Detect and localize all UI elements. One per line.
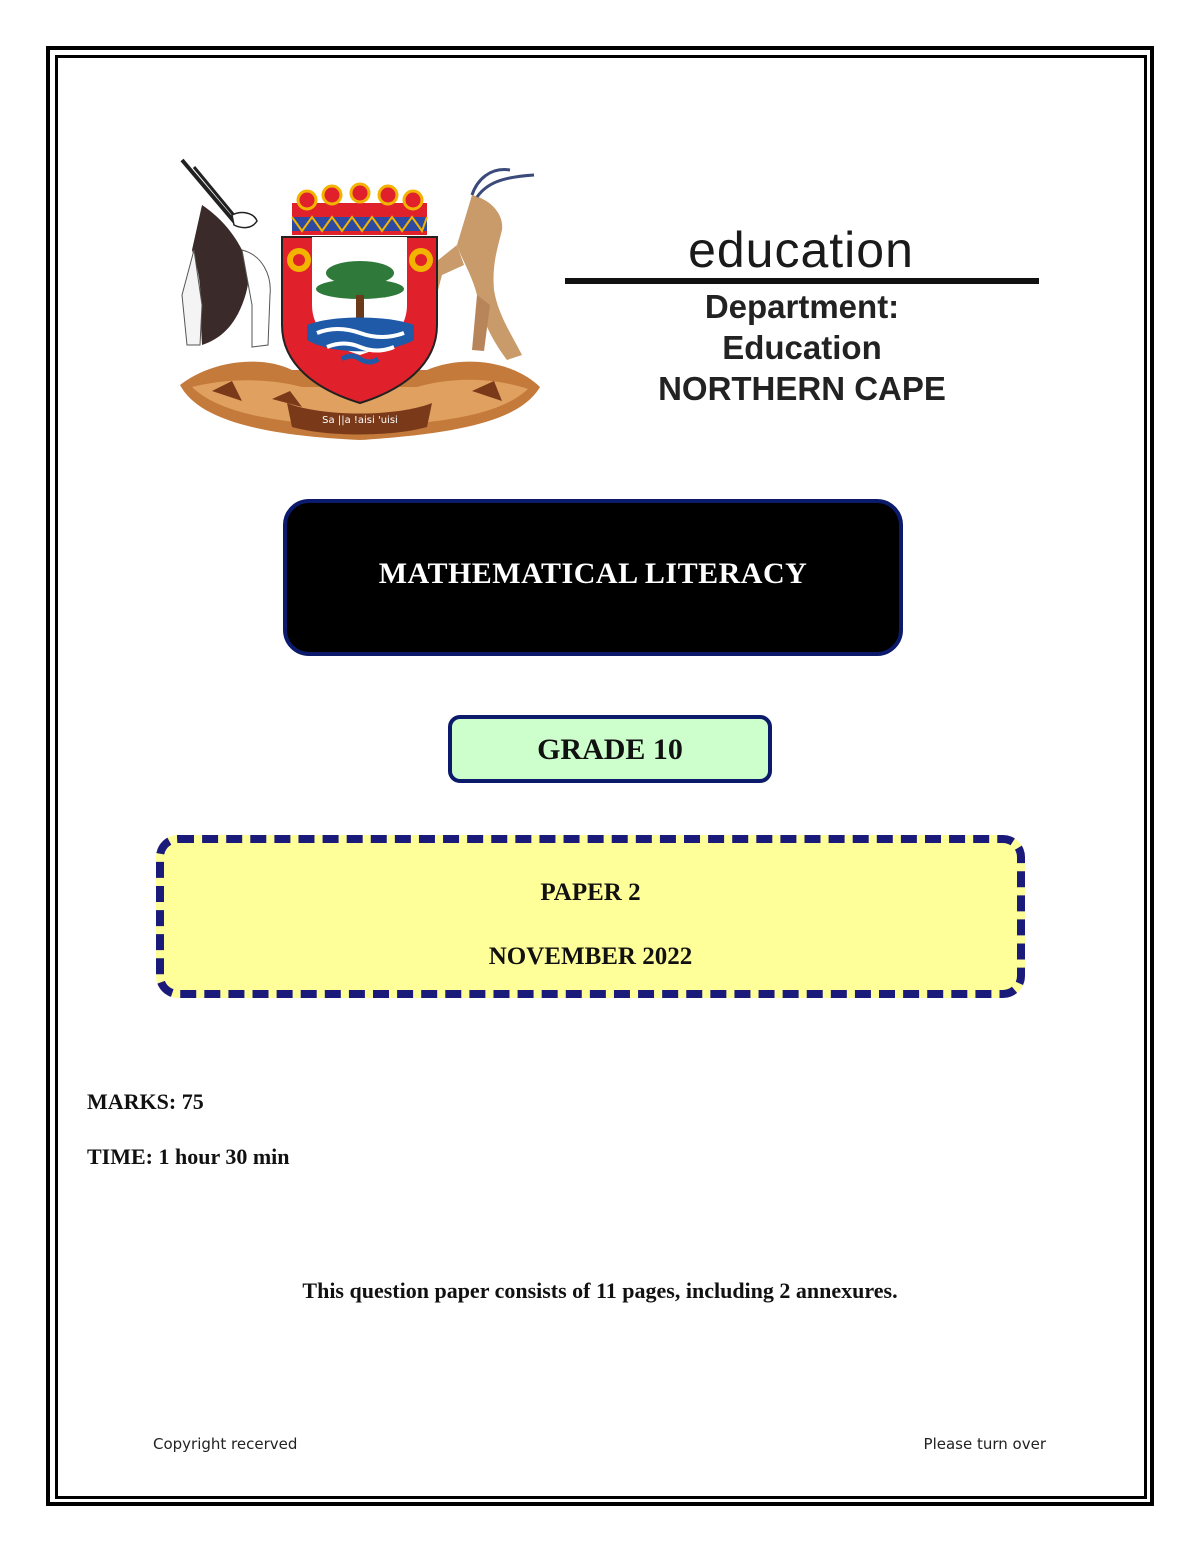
header-rule — [565, 278, 1039, 284]
department-line-2: Education — [722, 329, 882, 366]
paper-number: PAPER 2 — [540, 879, 641, 906]
copyright-footer: Copyright recerved — [153, 1435, 298, 1453]
coat-of-arms-icon — [172, 155, 547, 450]
grade-banner — [448, 715, 772, 783]
crest-motto: Sa ||a !aisi 'uisi — [322, 415, 398, 426]
department-name — [600, 286, 1004, 409]
page-count-note: This question paper consists of 11 pages, including 2 annexures. — [302, 1278, 898, 1303]
education-wordmark: education — [688, 222, 914, 278]
time-label: TIME: 1 hour 30 min — [87, 1144, 290, 1169]
grade-label: GRADE 10 — [537, 733, 683, 766]
subject-banner — [283, 499, 903, 656]
department-line-1: Department: — [704, 288, 900, 325]
department-line-3: NORTHERN CAPE — [658, 370, 946, 407]
turn-over-footer: Please turn over — [923, 1435, 1046, 1453]
subject-title: MATHEMATICAL LITERACY — [378, 557, 808, 590]
paper-banner — [156, 835, 1025, 998]
marks-label: MARKS: 75 — [87, 1089, 204, 1114]
paper-date: NOVEMBER 2022 — [488, 943, 693, 970]
